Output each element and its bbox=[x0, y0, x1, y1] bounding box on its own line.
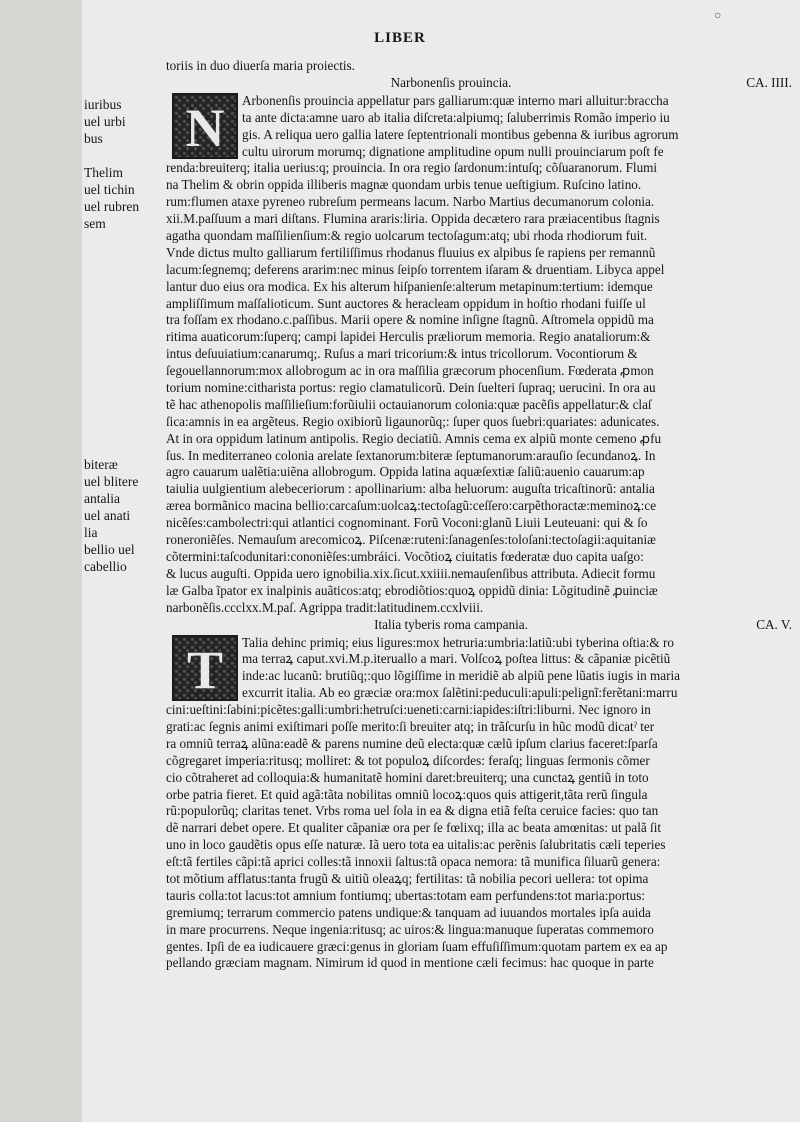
text-line: ritima auaticorum:ſuperq; campi lapidei Herculis præliorum memoria. Regio anataliorum:& bbox=[166, 329, 651, 345]
text-line: torium nomine:citharista portus: regio clamatulicorũ. Dein ſuelteri ſupraq; uerucini. In ora au bbox=[166, 380, 656, 396]
dropcap-initial: T bbox=[172, 635, 238, 701]
text-line: lacum:ſegnemq; deferens ararim:nec minus ſeipſo torrentem iſaram & druentiam. Libyca appel bbox=[166, 261, 665, 277]
margin-note-line: bus bbox=[84, 131, 103, 146]
margin-note-line: Thelim bbox=[84, 165, 123, 180]
chapter-title: Narbonenſis prouincia. bbox=[390, 74, 512, 90]
text-line: grati:ac ſegnis animi exiſtimari poſſe merito:ſi breuiter atq; in trãſcurſu in hũc modũ dicatˀ ter bbox=[166, 718, 655, 734]
margin-note-line: uel rubren bbox=[84, 199, 140, 214]
intro-line: toriis in duo diuerſa maria proiectis. bbox=[166, 58, 355, 73]
margin-note-line: uel tichin bbox=[84, 182, 135, 197]
text-line: tot mõtium afflatus:tanta frugũ & uitiũ oleaꝝq; fertilitas: tã nobilia pecori uellera: tot opima bbox=[166, 870, 649, 886]
text-line: renda:breuiterq; italia uerius:q; prouincia. In ora regio ſardonum:intuſq; cõſuaranorum. Flumi bbox=[166, 160, 658, 176]
text-line: Talia dehinc primiq; eius ligures:mox hetruria:umbria:latiũ:ubi tyberina oſtia:& ro bbox=[242, 634, 674, 650]
text-line: agro cauarum ualẽtia:uiẽna allobrogum. Oppida latina aquæſextiæ ſaliũ:auenio cauarum:ap bbox=[166, 464, 645, 480]
margin-note-line: uel blitere bbox=[84, 474, 139, 489]
chapter-number: CA. V. bbox=[756, 616, 792, 632]
section-lines bbox=[166, 93, 796, 617]
text-line: taiulia uulgientium alebeceriorum : apollinarium: alba heluorum: auguſta tricaſtinorũ: antalia bbox=[166, 481, 655, 497]
text-line: eſt:tã fertiles cãpi:tã aprici colles:tã innoxii ſaltus:tã opaca nemora: tã munifica ſiluarũ genera: bbox=[166, 854, 661, 870]
text-line: tauris colla:tot lacus:tot amnium fontiumq; ubertas:totam eam perfundens:tot maria:portus: bbox=[166, 887, 646, 903]
text-line: lantur duo eius ora modica. Ex his alterum hiſpanienſe:alterum metapinum:tertium: idemque bbox=[166, 278, 653, 294]
page-gutter bbox=[0, 0, 82, 1122]
text-line: ſica:amnis in ea argẽteus. Regio oxibiorũ ligaunorũq;: ſuper quos ſuebri:quariates: adunicates. bbox=[166, 413, 660, 429]
margin-note-line: lia bbox=[84, 525, 98, 540]
text-line: pellando græciam magnam. Nimirum id quod in mentione cæli fecimus: hac quoque in parte bbox=[166, 955, 654, 971]
margin-note-line: antalia bbox=[84, 491, 120, 506]
text-line: & lucus auguſti. Oppida uero ignobilia.xix.ſicut.xxiiii.nemauſenſibus attributa. Adiecit formu bbox=[166, 565, 656, 581]
section-narbonensis bbox=[166, 93, 796, 617]
margin-note-line: cabellio bbox=[84, 559, 127, 574]
chapter-title: Italia tyberis roma campania. bbox=[374, 616, 528, 632]
text-line: ma terraꝝ caput.xvi.M.p.iteruallo a mari. Volſcoꝝ poſtea littus: & cãpaniæ picẽtiũ bbox=[242, 651, 671, 667]
text-line: agatha quondam maſſilienſium:& regio uolcarum tectoſagum:atq; ubi rhoda rhodiorum fuit. bbox=[166, 228, 648, 244]
text-line: cini:ueſtini:ſabini:picẽtes:galli:umbri:hetruſci:ueneti:carni:iapides:iſtri:liburni. Nec ignoro in bbox=[166, 702, 651, 718]
text-line: Vnde dictus multo galliarum fertiliſſimus rhodanus fluuius ex alpibus ſe rapiens per remannũ bbox=[166, 244, 656, 260]
text-line: ampliſſimum maſſalioticum. Sunt auctores & heracleam oppidum in hoſtio rhodani fuiſſe ul bbox=[166, 295, 646, 311]
text-line: ſus. In mediterraneo colonia arelate ſextanorum:biteræ ſeptumanorum:arauſio ſecundanoꝝ. In bbox=[166, 447, 656, 463]
text-line: ſegouellannorum:mox allobrogum ac in ora maſſilia græcorum phocenſium. Fœderata ꝓmon bbox=[166, 363, 654, 379]
text-line: ra omniũ terraꝝ alũna:eadẽ & parens numine deũ electa:quæ cælũ ipſum clarius faceret:ſparſa bbox=[166, 735, 658, 751]
margin-note-thelim bbox=[84, 164, 160, 232]
text-line: Arbonenſis prouincia appellatur pars galliarum:quæ interno mari alluitur:braccha bbox=[242, 92, 669, 108]
running-header: LIBER bbox=[374, 30, 426, 46]
text-line: rũ:populorũq; claritas tenet. Vrbs roma uel ſola in ea & digna etiã feſta ceruice facies: quo tan bbox=[166, 803, 659, 819]
text-line: xii.M.paſſuum a mari diſtans. Flumina araris:liria. Oppida decætero rara præiacentibus ſtagnis bbox=[166, 211, 660, 227]
text-line: nicẽſes:cambolectri:qui atlantici cognominant. Forũ Voconi:glanũ Liuii Leuteuani: qui & ſo bbox=[166, 515, 648, 531]
text-line: tẽ hac athenopolis maſſilieſium:forũiulii octauianorum colonia:quæ pacẽſis appellatur:& claſ bbox=[166, 396, 652, 412]
chapter-heading-5 bbox=[166, 617, 796, 635]
text-line: orbe patria fieret. Et quid agã:tãta nobilitas omniũ locoꝝ:quos quis attigerit,tãta rerũ ſingula bbox=[166, 786, 648, 802]
text-line: ærea bormãnico macina bellio:carcaſum:uolcaꝝ:tectoſagũ:ceſſero:carpẽthoractæ:meminoꝝ:ce bbox=[166, 498, 657, 514]
margin-note-iuribus bbox=[84, 96, 160, 147]
corner-mark: ○ bbox=[714, 8, 722, 22]
text-line: narbonẽſis.ccclxx.M.paſ. Agrippa tradit:latitudinem.ccxlviii. bbox=[166, 599, 484, 615]
text-line: excurrit italia. Ab eo græciæ ora:mox ſalẽtini:peduculi:apuli:pelignĩ:ferẽtani:marru bbox=[242, 685, 678, 701]
margin-note-line: sem bbox=[84, 216, 106, 231]
text-line: ta ante dicta:amne uaro ab italia diſcreta:alpiumq; ſaluberrimis Romão imperio iu bbox=[242, 109, 670, 125]
text-line: gentes. Ipſi de ea iudicauere græci:genus in gloriam ſuam effuſiſſimum:quotam partem ex ea ap bbox=[166, 938, 668, 954]
text-line: tra foſſam ex rhodano.c.paſſibus. Marii opere & nomine inſigne ſtagnũ. Aſtromela oppidũ ma bbox=[166, 312, 654, 328]
text-line: cultu uirorum morumq; dignatione amplitudine opum nulli prouinciarum poſt fe bbox=[242, 143, 664, 159]
margin-note-line: iuribus bbox=[84, 97, 122, 112]
text-line: At in ora oppidum latinum antipolis. Regio deciatiũ. Amnis cema ex alpiũ monte cemeno ꝓfu bbox=[166, 430, 662, 446]
text-line: cio cõtraheret ad colloquia:& humanitatẽ homini daret:breuiterq; una cunctaꝝ gentiũ in toto bbox=[166, 769, 649, 785]
text-line: uno in loco gaudẽtis opus eſſe naturæ. Iã uero tota ea uitalis:ac perẽnis ſalubritatis cæli teperies bbox=[166, 837, 666, 853]
margin-note-line: uel urbi bbox=[84, 114, 126, 129]
text-line: gis. A reliqua uero gallia latere ſeptentrionali montibus gebenna & iuribus agrorum bbox=[242, 126, 679, 142]
text-line: inde:ac lucanũ: brutiũq;:quo lõgiſſime in meridiẽ ab alpiũ pene lũatis iugis in maria bbox=[242, 668, 681, 684]
chapter-heading-4 bbox=[166, 75, 796, 93]
text-line: cõgregaret imperia:ritusq; molliret: & tot populoꝝ diſcordes: feraſq; linguas ſermonis cõmer bbox=[166, 752, 650, 768]
text-line: læ Galba ĩpator ex inalpinis auãticos:atq; ebrodiõtios:quoꝝ oppidũ dinia: Lõgitudinẽ ꝓuinciæ bbox=[166, 582, 658, 598]
main-text bbox=[166, 58, 796, 972]
text-line: roneroniẽſes. Nemauſum arecomicoꝝ. Piſcenæ:ruteni:ſanagenſes:toloſani:tectoſagii:aquitaniæ bbox=[166, 532, 656, 548]
section-italia bbox=[166, 635, 796, 973]
margin-note-biterae bbox=[84, 456, 160, 575]
text-line: na Thelim & obrin oppida illiberis magnæ quondam urbis tenue ueſtigium. Ruſcino latino. bbox=[166, 177, 642, 193]
text-line: gremiumq; terrarum commercio patens undique:& tanquam ad iuuandos mortales ipſa auida bbox=[166, 904, 651, 920]
text-line: in mare procurrens. Neque ingenia:ritusq; ac uiros:& lingua:manuque ſuperatas commemoro bbox=[166, 921, 654, 937]
text-line: rum:flumen ataxe pyreneo rubreſum permeans lacum. Narbo Martius decumanorum colonia. bbox=[166, 194, 655, 210]
margin-note-line: uel anati bbox=[84, 508, 131, 523]
section-lines bbox=[166, 635, 796, 973]
text-line: dẽ narrari debet opere. Et qualiter cãpaniæ ora per ſe fœlixq; illa ac beata amœnitas: ut palã ſit bbox=[166, 820, 662, 836]
dropcap-initial: N bbox=[172, 93, 238, 159]
chapter-number: CA. IIII. bbox=[746, 74, 792, 90]
margin-note-line: bellio uel bbox=[84, 542, 135, 557]
text-line: intus deſuuiatium:canarumq;. Ruſus a mari tricorium:& intus tricollorum. Vocontiorum & bbox=[166, 346, 638, 362]
margin-note-line: biteræ bbox=[84, 457, 118, 472]
text-line: cõtermini:taſcodunitari:cononiẽſes:umbráici. Vocõtioꝝ ciuitatis fœderatæ duo capita uaſgo: bbox=[166, 548, 644, 564]
